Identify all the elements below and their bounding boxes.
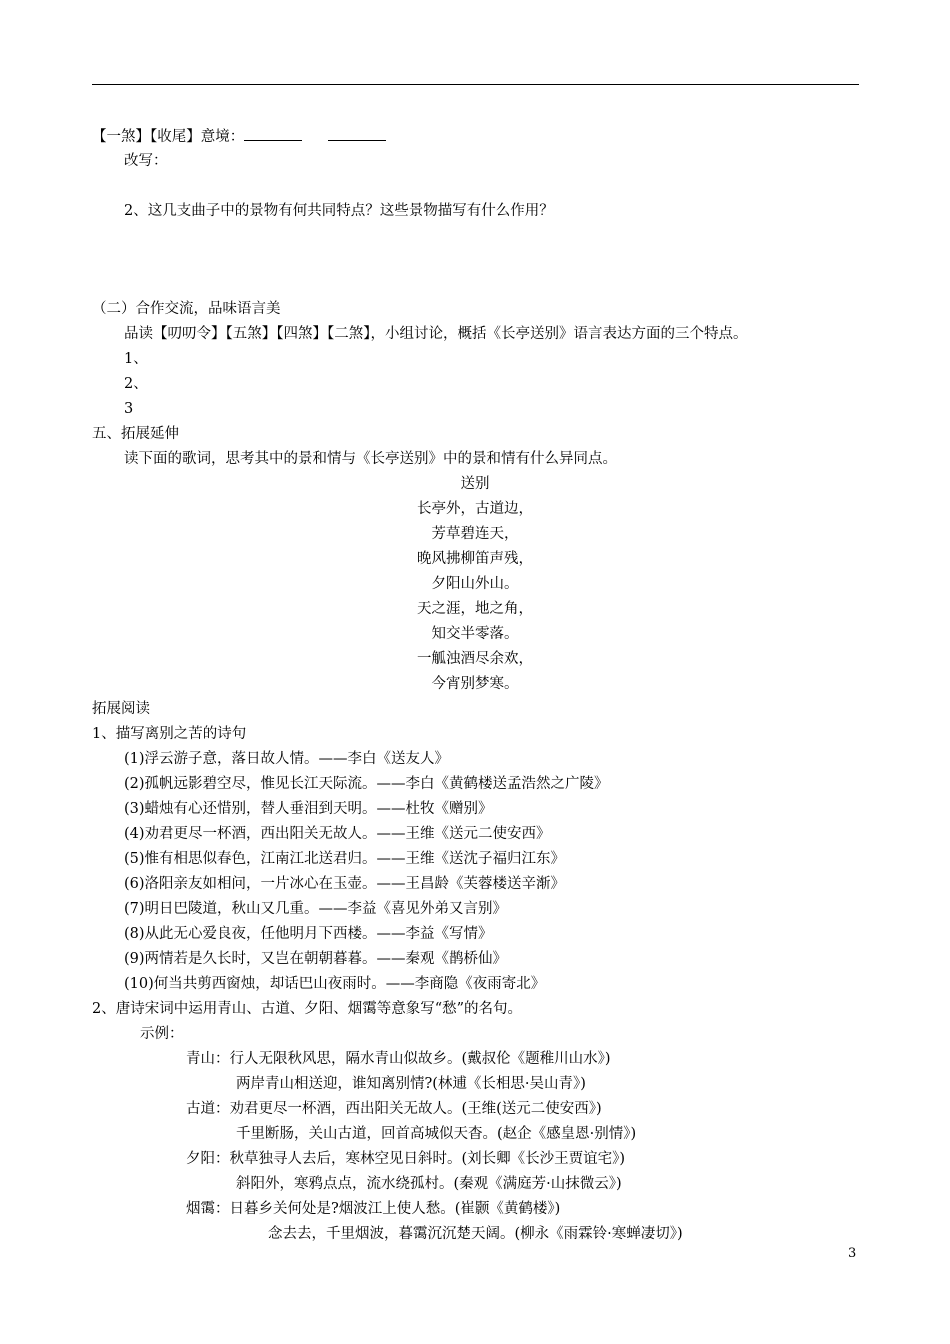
poem-line: 天之涯，地之角， [417, 601, 533, 617]
section-two-heading: （二）合作交流，品味语言美 [92, 301, 281, 317]
section-five-heading: 五、拓展延伸 [92, 426, 179, 442]
quote-item: (9)两情若是久长时，又岂在朝朝暮暮。——秦观《鹊桥仙》 [124, 951, 508, 967]
poem-line: 夕阳山外山。 [431, 576, 519, 592]
example-line: 千里断肠，关山古道，回首高城似天杳。(赵企《感皇恩·别情》) [236, 1126, 637, 1142]
extended-reading-heading: 拓展阅读 [92, 701, 150, 717]
quote-item: (10)何当共剪西窗烛，却话巴山夜雨时。——李商隐《夜雨寄北》 [124, 976, 546, 992]
quote-item: (3)蜡烛有心还惜别，替人垂泪到天明。——杜牧《赠别》 [124, 801, 493, 817]
quote-item: (6)洛阳亲友如相问，一片冰心在玉壶。——王昌龄《芙蓉楼送辛渐》 [124, 876, 566, 892]
question-2: 2、这几支曲子中的景物有何共同特点？这些景物描写有什么作用？ [124, 203, 554, 219]
quote-item: (5)惟有相思似春色，江南江北送君归。——王维《送沈子福归江东》 [124, 851, 566, 867]
poem-line: 一觚浊酒尽余欢， [417, 651, 533, 667]
gaixie-label: 改写： [124, 153, 168, 169]
example-line: 夕阳：秋草独寻人去后，寒林空见日斜时。(刘长卿《长沙王贾谊宅》) [186, 1151, 626, 1167]
example-line: 两岸青山相送迎，谁知离别情?(林逋《长相思·吴山青》) [236, 1076, 586, 1092]
section-two-task: 品读【叨叨令】【五煞】【四煞】【二煞】，小组讨论，概括《长亭送别》语言表达方面的三个特点。 [124, 326, 748, 342]
quote-item: (4)劝君更尽一杯酒，西出阳关无故人。——王维《送元二使安西》 [124, 826, 551, 842]
quote-item: (1)浮云游子意，落日故人情。——李白《送友人》 [124, 751, 450, 767]
example-line: 念去去，千里烟波，暮霭沉沉楚天阔。(柳永《雨霖铃·寒蝉凄切》) [268, 1226, 683, 1242]
section-five-task: 读下面的歌词，思考其中的景和情与《长亭送别》中的景和情有什么异同点。 [124, 451, 617, 467]
quote-item: (2)孤帆远影碧空尽，惟见长江天际流。——李白《黄鹤楼送孟浩然之广陵》 [124, 776, 609, 792]
poem-line: 知交半零落。 [431, 626, 519, 642]
header-rule [92, 84, 859, 85]
poem-line: 今宵别梦寒。 [431, 676, 519, 692]
list-item: 3 [124, 401, 134, 417]
poem-title: 送别 [460, 476, 490, 492]
section-one-prefix: 【一煞】【收尾】意境： [92, 129, 245, 145]
part1-title: 1、描写离别之苦的诗句 [92, 726, 247, 742]
list-item: 1、 [124, 351, 148, 367]
answer-blank-2 [328, 126, 386, 141]
example-line: 斜阳外，寒鸦点点，流水绕孤村。(秦观《满庭芳·山抹微云》) [236, 1176, 622, 1192]
poem-line: 芳草碧连天， [431, 526, 519, 542]
list-item: 2、 [124, 376, 148, 392]
example-line: 青山：行人无限秋风思，隔水青山似故乡。(戴叔伦《题稚川山水》) [186, 1051, 611, 1067]
part2-title: 2、唐诗宋词中运用青山、古道、夕阳、烟霭等意象写“愁”的名句。 [92, 1001, 523, 1017]
poem-line: 晚风拂柳笛声残， [417, 551, 533, 567]
section-one-line [92, 126, 386, 147]
quote-item: (8)从此无心爱良夜，任他明月下西楼。——李益《写情》 [124, 926, 493, 942]
poem-line: 长亭外，古道边， [417, 501, 533, 517]
example-line: 烟霭：日暮乡关何处是?烟波江上使人愁。(崔颢《黄鹤楼》) [186, 1201, 561, 1217]
page-number: 3 [848, 1246, 857, 1261]
answer-blank-1 [244, 126, 302, 141]
example-label: 示例： [140, 1026, 184, 1042]
example-line: 古道：劝君更尽一杯酒，西出阳关无故人。(王维(送元二使安西》) [186, 1101, 602, 1117]
quote-item: (7)明日巴陵道，秋山又几重。——李益《喜见外弟又言别》 [124, 901, 508, 917]
